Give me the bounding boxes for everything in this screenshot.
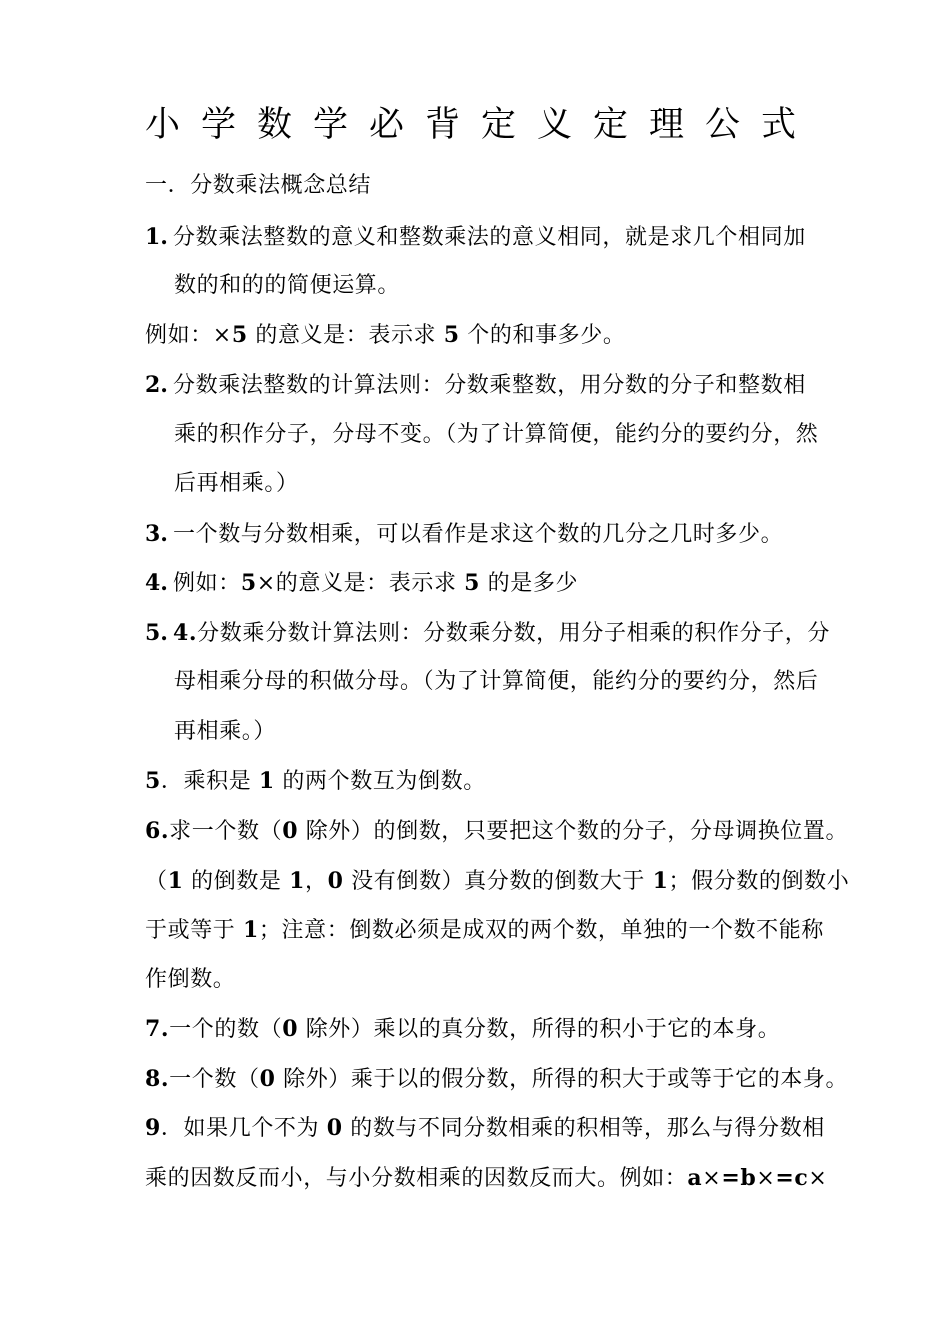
item-5-continuation: 母相乘分母的积做分母。（为了计算简便，能约分的要约分，然后 (174, 669, 819, 694)
item-text: 一个数与分数相乘，可以看作是求这个数的几分之几时多少。 (173, 522, 784, 547)
paragraph-7: 7.一个的数（0 除外）乘以的真分数，所得的积小于它的本身。 (145, 1016, 781, 1042)
item-2-continuation: 乘的积作分子，分母不变。（为了计算简便，能约分的要约分，然 (174, 422, 819, 447)
paragraph-6: 6.求一个数（0 除外）的倒数，只要把这个数的分子，分母调换位置。 (145, 818, 849, 844)
paragraph-6-continuation: 作倒数。 (145, 967, 236, 992)
list-item-1 (145, 222, 806, 253)
list-item-5 (145, 618, 830, 649)
list-item-3 (145, 519, 783, 550)
section-heading: 一．分数乘法概念总结 (145, 173, 372, 198)
paragraph-5: 5．乘积是 1 的两个数互为倒数。 (145, 768, 486, 794)
item-5-continuation: 再相乘。） (174, 719, 277, 744)
example-line: 例如：×5 的意义是：表示求 5 个的和事多少。 (145, 322, 626, 348)
item-text: 分数乘法整数的意义和整数乘法的意义相同，就是求几个相同加 (173, 225, 806, 250)
item-number: 1. (145, 224, 168, 250)
item-number: 3. (145, 521, 168, 547)
item-1-continuation: 数的和的的简便运算。 (174, 273, 401, 298)
list-item-4 (145, 568, 578, 599)
item-number: 5. (145, 620, 168, 646)
item-number: 2. (145, 372, 168, 398)
item-text: 4.分数乘分数计算法则：分数乘分数，用分子相乘的积作分子，分 (173, 620, 830, 646)
item-text: 例如：5×的意义是：表示求 5 的是多少 (173, 570, 579, 596)
list-item-2 (145, 370, 806, 401)
paragraph-9: 9．如果几个不为 0 的数与不同分数相乘的积相等，那么与得分数相 (145, 1115, 825, 1141)
item-text: 分数乘法整数的计算法则：分数乘整数，用分数的分子和整数相 (173, 373, 806, 398)
paragraph-9-continuation: 乘的因数反而小，与小分数相乘的因数反而大。例如：a×=b×=c× (145, 1165, 828, 1191)
document-title: 小学数学必背定义定理公式 (145, 105, 818, 145)
paragraph-8: 8.一个数（0 除外）乘于以的假分数，所得的积大于或等于它的本身。 (145, 1066, 849, 1092)
item-number: 4. (145, 570, 168, 596)
item-2-continuation: 后再相乘。） (174, 471, 299, 496)
paragraph-6-continuation: （1 的倒数是 1，0 没有倒数）真分数的倒数大于 1；假分数的倒数小 (145, 868, 850, 894)
paragraph-6-continuation: 于或等于 1；注意：倒数必须是成双的两个数，单独的一个数不能称 (145, 917, 824, 943)
